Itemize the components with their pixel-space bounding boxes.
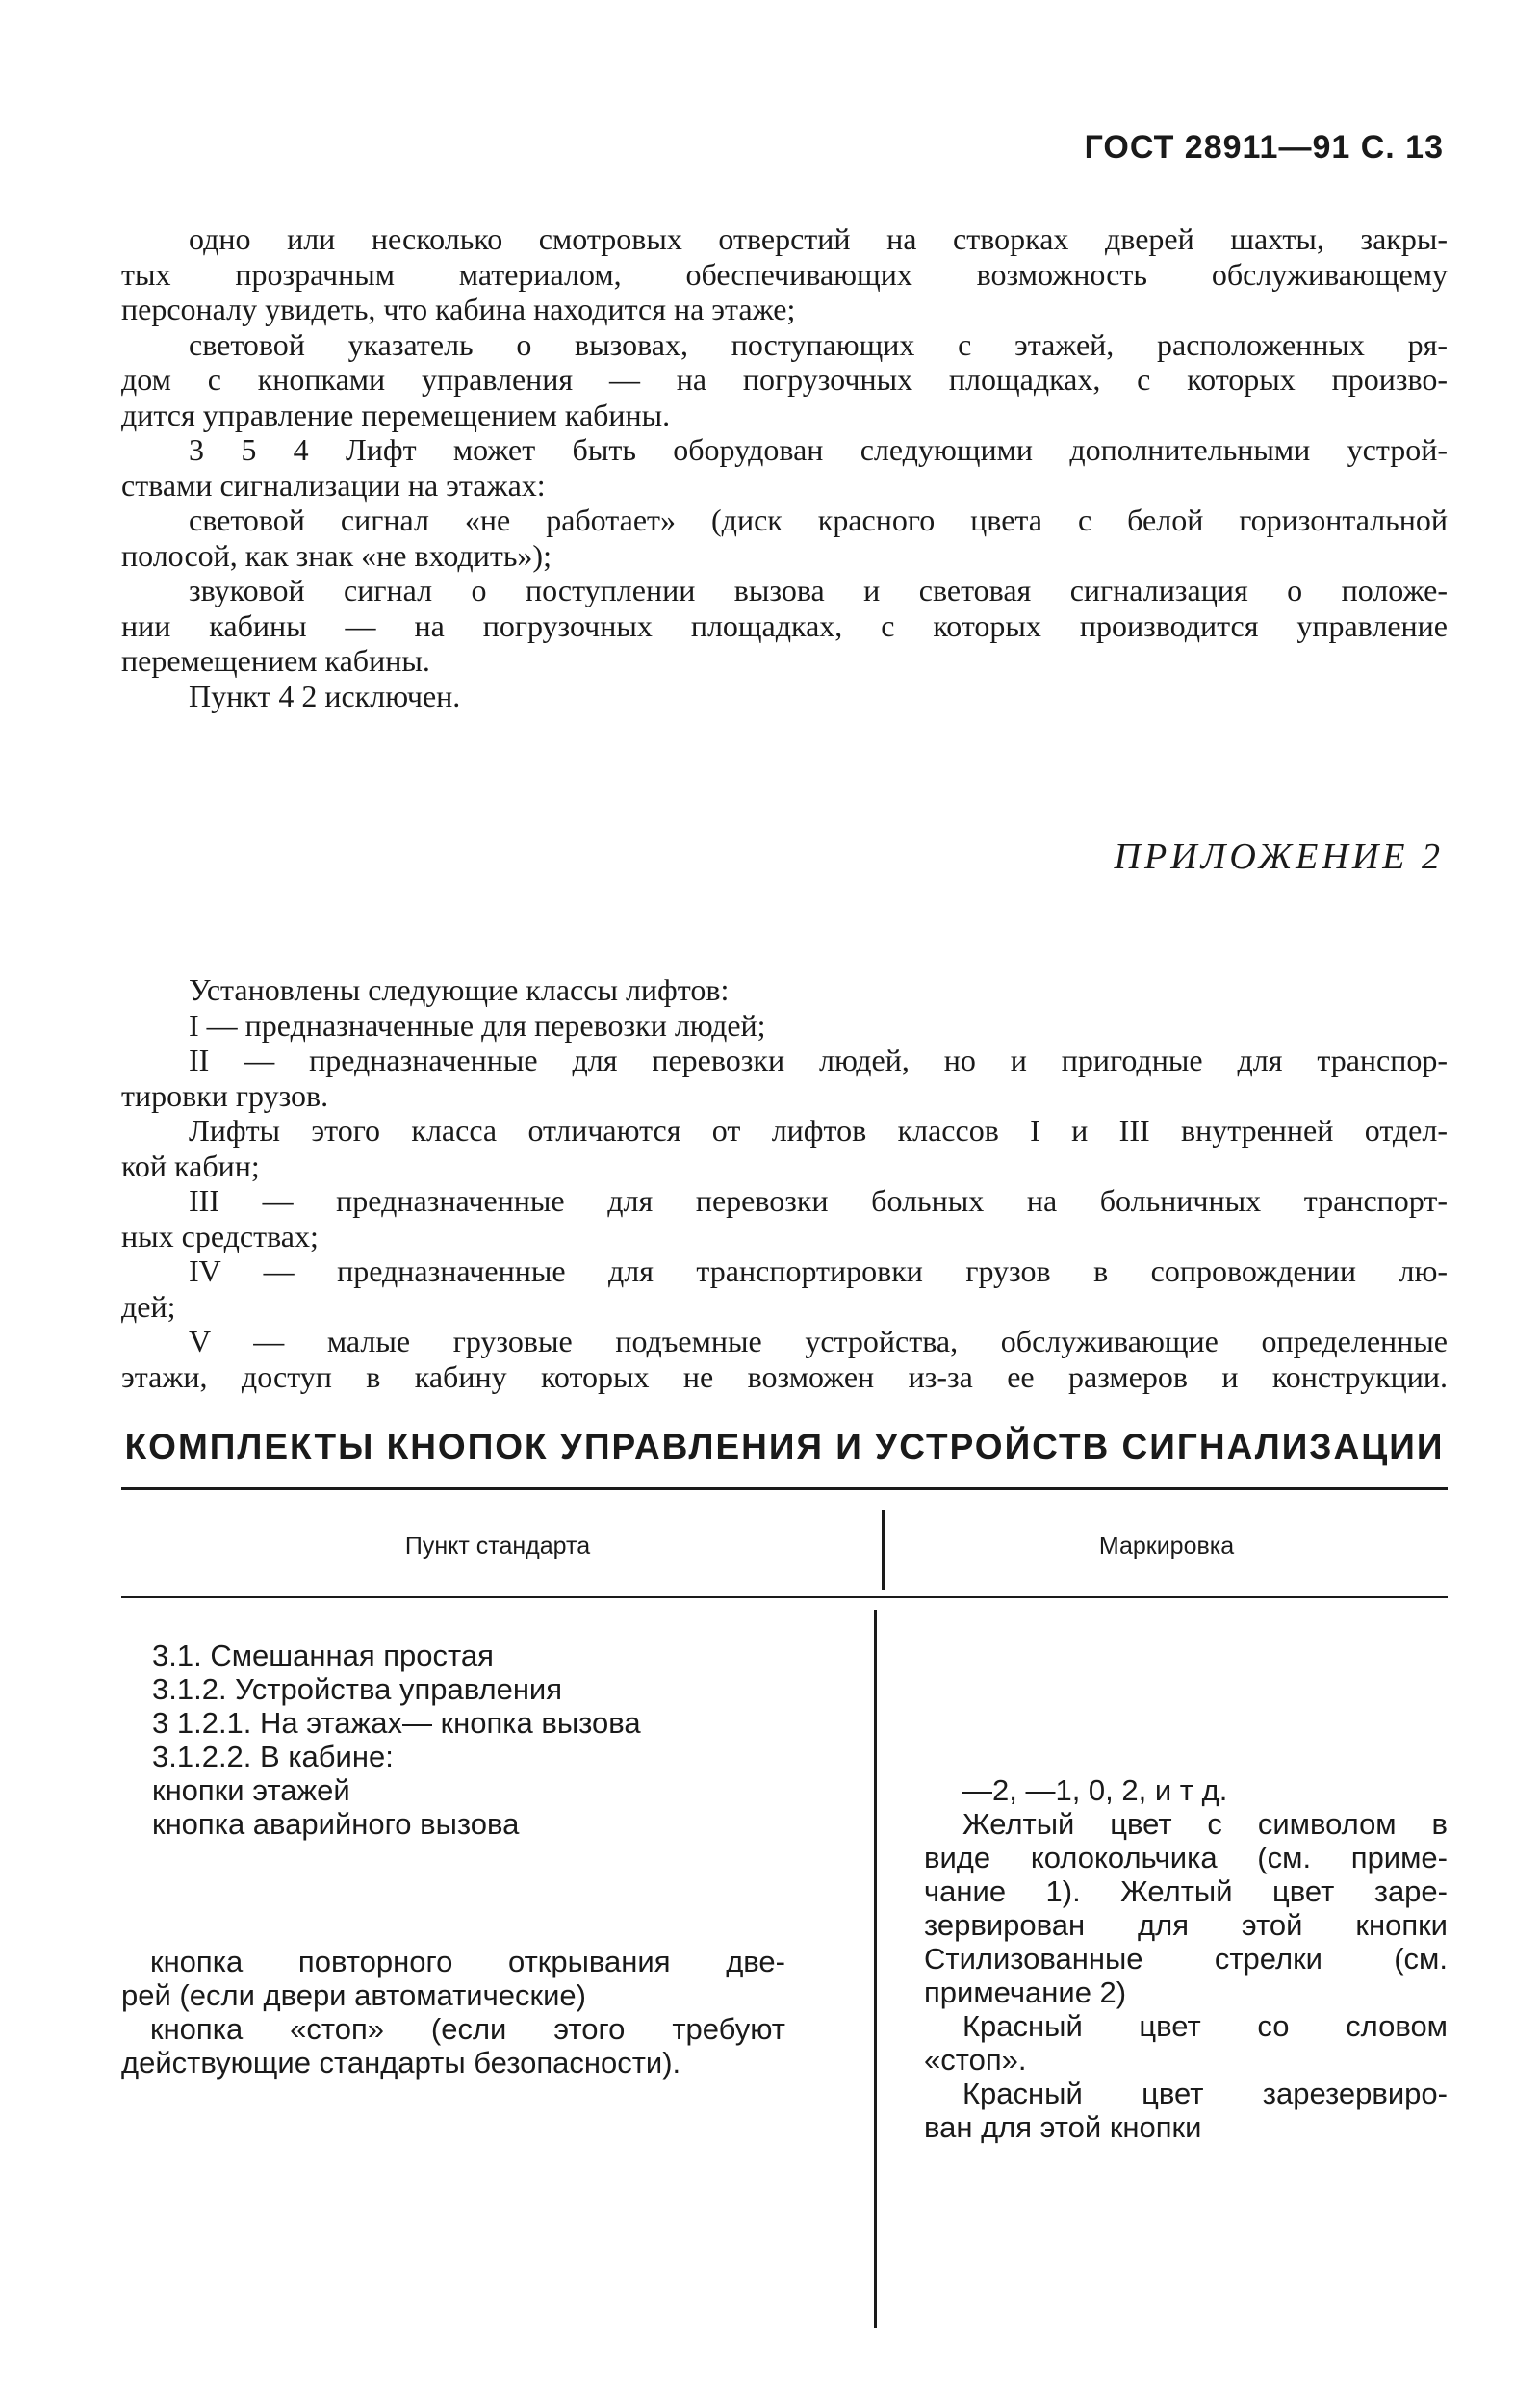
paragraph-line: 3 5 4 Лифт может быть оборудован следующими дополнительными устрой- [189,432,1448,467]
table-header-rule [121,1596,1448,1598]
table-cell-clauses-continued [121,1945,785,2080]
table-line: виде колокольчика (см. приме- [924,1841,1448,1874]
table-line: 3 1.2.1. На этажах— кнопка вызова [152,1706,641,1740]
paragraph-line: Лифты этого класса отличаются от лифтов классов I и III внутренней отдел- [189,1113,1448,1148]
paragraph-line: II — предназначенные для перевозки людей, но и пригодные для транспор- [189,1043,1448,1077]
table-cell-markings [924,1773,1448,2144]
paragraph-line: кой кабин; [121,1148,260,1183]
table-line: Стилизованные стрелки (см. [924,1942,1448,1976]
table-line: 3.1. Смешанная простая [152,1639,494,1672]
body-text-block-2 [121,972,1448,1394]
table-line: «стоп». [924,2043,1027,2077]
paragraph-line: нии кабины — на погрузочных площадках, с которых производится управление [121,607,1448,643]
table-cell-clauses [152,1639,826,1841]
paragraph-line: I — предназначенные для перевозки людей; [189,1007,766,1043]
paragraph-line: Установлены следующие классы лифтов: [189,972,730,1007]
table-line: примечание 2) [924,1976,1127,2009]
paragraph-line: световой указатель о вызовах, поступающих с этажей, расположенных ря- [189,326,1448,362]
paragraph-line: звуковой сигнал о поступлении вызова и световая сигнализация о положе- [189,573,1448,607]
page-header: ГОСТ 28911—91 С. 13 [1084,129,1444,166]
table-line: зервирован для этой кнопки [924,1908,1448,1942]
paragraph-line: Пункт 4 2 исключен. [189,678,461,713]
column-header-marking: Маркировка [1098,1533,1235,1560]
body-text-block-1 [121,221,1448,713]
appendix-title: ПРИЛОЖЕНИЕ 2 [1114,837,1444,877]
table-line: Красный цвет со словом [962,2009,1448,2043]
body-column-divider [874,1610,877,2328]
paragraph-line: одно или несколько смотровых отверстий на створках дверей шахты, закры- [189,221,1448,256]
table-line: чание 1). Желтый цвет заре- [924,1874,1448,1908]
table-title: КОМПЛЕКТЫ КНОПОК УПРАВЛЕНИЯ И УСТРОЙСТВ СИГНАЛИЗАЦИИ [124,1427,1445,1466]
table-line: Желтый цвет с символом в [962,1807,1448,1841]
paragraph-line: персоналу увидеть, что кабина находится на этаже; [121,292,796,326]
header-column-divider [882,1510,885,1590]
table-line: Красный цвет зарезервиро- [962,2077,1448,2110]
table-line: действующие стандарты безопасности). [121,2046,681,2080]
table-line: 3.1.2.2. В кабине: [152,1740,394,1773]
paragraph-line: IV — предназначенные для транспортировки грузов в сопровождении лю- [189,1253,1448,1288]
column-header-standard-clause: Пункт стандарта [404,1533,591,1560]
paragraph-line: V — малые грузовые подъемные устройства, обслуживающие определенные [189,1324,1448,1358]
paragraph-line: перемещением кабины. [121,643,430,678]
table-top-rule [121,1487,1448,1490]
table-line: кнопка повторного открывания две- [150,1945,785,1978]
paragraph-line: этажи, доступ в кабину которых не возможен из-за ее размеров и конструкции. [121,1358,1448,1394]
table-line: кнопка аварийного вызова [152,1807,520,1841]
paragraph-line: световой сигнал «не работает» (диск красного цвета с белой горизонтальной [189,503,1448,537]
paragraph-line: полосой, как знак «не входить»); [121,537,552,573]
table-line: 3.1.2. Устройства управления [152,1672,563,1706]
paragraph-line: тировки грузов. [121,1077,329,1113]
paragraph-line: ных средствах; [121,1218,319,1253]
paragraph-line: дится управление перемещением кабины. [121,397,671,432]
table-line: кнопка «стоп» (если этого требуют [150,2012,785,2046]
paragraph-line: ствами сигнализации на этажах: [121,467,546,503]
paragraph-line: тых прозрачным материалом, обеспечивающих возможность обслуживающему [121,256,1448,292]
table-line: ван для этой кнопки [924,2110,1202,2144]
paragraph-line: III — предназначенные для перевозки больных на больничных транспорт- [189,1183,1448,1218]
table-line: рей (если двери автоматические) [121,1978,586,2012]
table-line: —2, —1, 0, 2, и т д. [962,1773,1228,1807]
paragraph-line: дей; [121,1288,176,1324]
table-line: кнопки этажей [152,1773,350,1807]
paragraph-line: дом с кнопками управления — на погрузочных площадках, с которых произво- [121,362,1448,397]
